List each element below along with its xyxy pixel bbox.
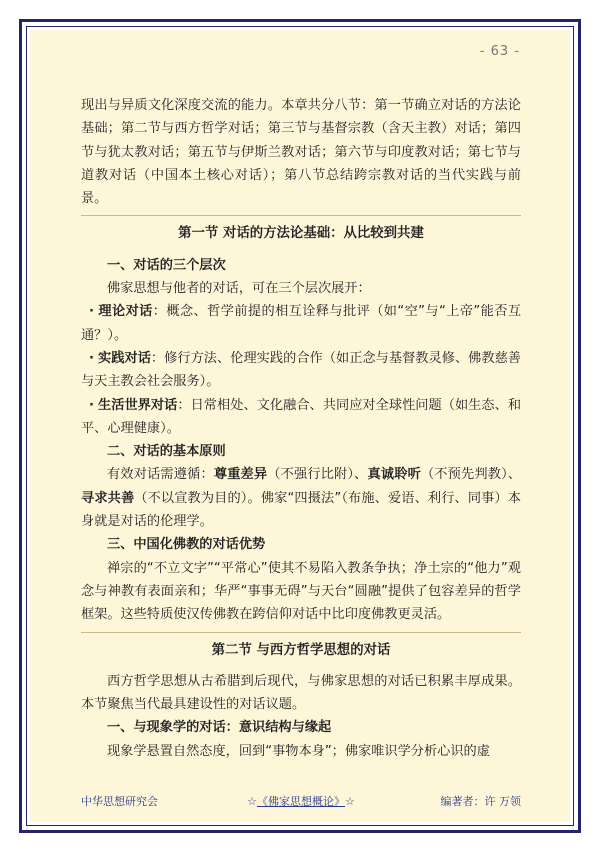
text-run: （不强行比附）、: [267, 467, 368, 483]
bullet-item: [81, 394, 521, 441]
text-run: （不以宣教为目的）。佛家“四摄法”（布施、爱语、利行、同事）本身就是对话的伦理学。: [81, 490, 521, 530]
page-number: - 63 -: [479, 44, 520, 59]
text-run: （不预先判教）、: [420, 467, 522, 483]
emphasis-term: 尊重差异: [213, 467, 268, 483]
bullet-text: ：日常相处、文化融合、共同应对全球性问题（如生态、和平、心理健康）。: [81, 397, 522, 436]
footer-organization: 中华思想研究会: [81, 795, 158, 808]
intro-paragraph: 现出与异质文化深度交流的能力。本章共分八节：第一节确立对话的方法论基础；第二节与西方哲学对话；第三节与基督宗教（含天主教）对话；第四节与犹太教对话；第五节与伊斯兰教对话；第六节与印度教对话；第七节与道教对话（中国本土核心对话）；第八节总结跨宗教对话的当代实践与前景。: [81, 98, 521, 207]
subsection-2-1-text: 现象学悬置自然态度，回到“事物本身”；佛家唯识学分析心识的虚: [107, 743, 490, 759]
subsection-1-1-lead: 佛家思想与他者的对话，可在三个层次展开：: [107, 281, 371, 297]
footer-author: 编著者：许 万领: [440, 795, 521, 808]
bullet-dot-icon: ·: [89, 397, 95, 413]
subsection-1-1-title: 一、对话的三个层次: [107, 257, 226, 273]
divider: [81, 215, 521, 216]
subsection-1-2-title: 二、对话的基本原则: [107, 444, 226, 460]
star-icon: ☆: [247, 795, 257, 808]
bullet-dot-icon: ·: [89, 304, 95, 320]
bullet-dot-icon: ·: [89, 350, 95, 366]
bullet-item: [81, 347, 521, 394]
text-run: 有效对话需遵循：: [107, 467, 214, 483]
bullet-text: ：概念、哲学前提的相互诠释与批评（如“空”与“上帝”能否互通？）。: [81, 304, 522, 343]
section-2-intro: 西方哲学思想从古希腊到后现代，与佛家思想的对话已积累丰厚成果。本节聚焦当代最具建设性的对话议题。: [81, 673, 521, 713]
book-title-link[interactable]: 《佛家思想概论》: [257, 795, 345, 808]
subsection-2-1-title: 一、与现象学的对话：意识结构与缘起: [107, 720, 332, 736]
page-content: [81, 94, 521, 763]
bullet-term: 生活世界对话: [98, 397, 178, 413]
section-2-title: 第二节 与西方哲学思想的对话: [211, 642, 391, 658]
emphasis-term: 真诚聆听: [367, 467, 421, 483]
bullet-term: 实践对话: [98, 350, 151, 366]
bullet-text: ：修行方法、伦理实践的合作（如正念与基督教灵修、佛教慈善与天主教会社会服务）。: [81, 350, 521, 390]
bullet-term: 理论对话: [98, 304, 153, 320]
emphasis-term: 寻求共善: [81, 490, 135, 506]
bullet-item: [81, 300, 521, 347]
subsection-1-3-title: 三、中国化佛教的对话优势: [107, 537, 266, 553]
section-1-title: 第一节 对话的方法论基础：从比较到共建: [178, 226, 424, 242]
subsection-1-3-text: 禅宗的“不立文字”“平常心”使其不易陷入教条争执；净土宗的“他力”观念与神教有表面亲和；华严“事事无碍”与天台“圆融”提供了包容差异的哲学框架。这些特质使汉传佛教在跨信仰对话中比印度佛教更灵活。: [81, 560, 521, 623]
subsection-1-2-text: [81, 463, 521, 533]
divider: [81, 632, 521, 633]
star-icon: ☆: [345, 795, 355, 808]
